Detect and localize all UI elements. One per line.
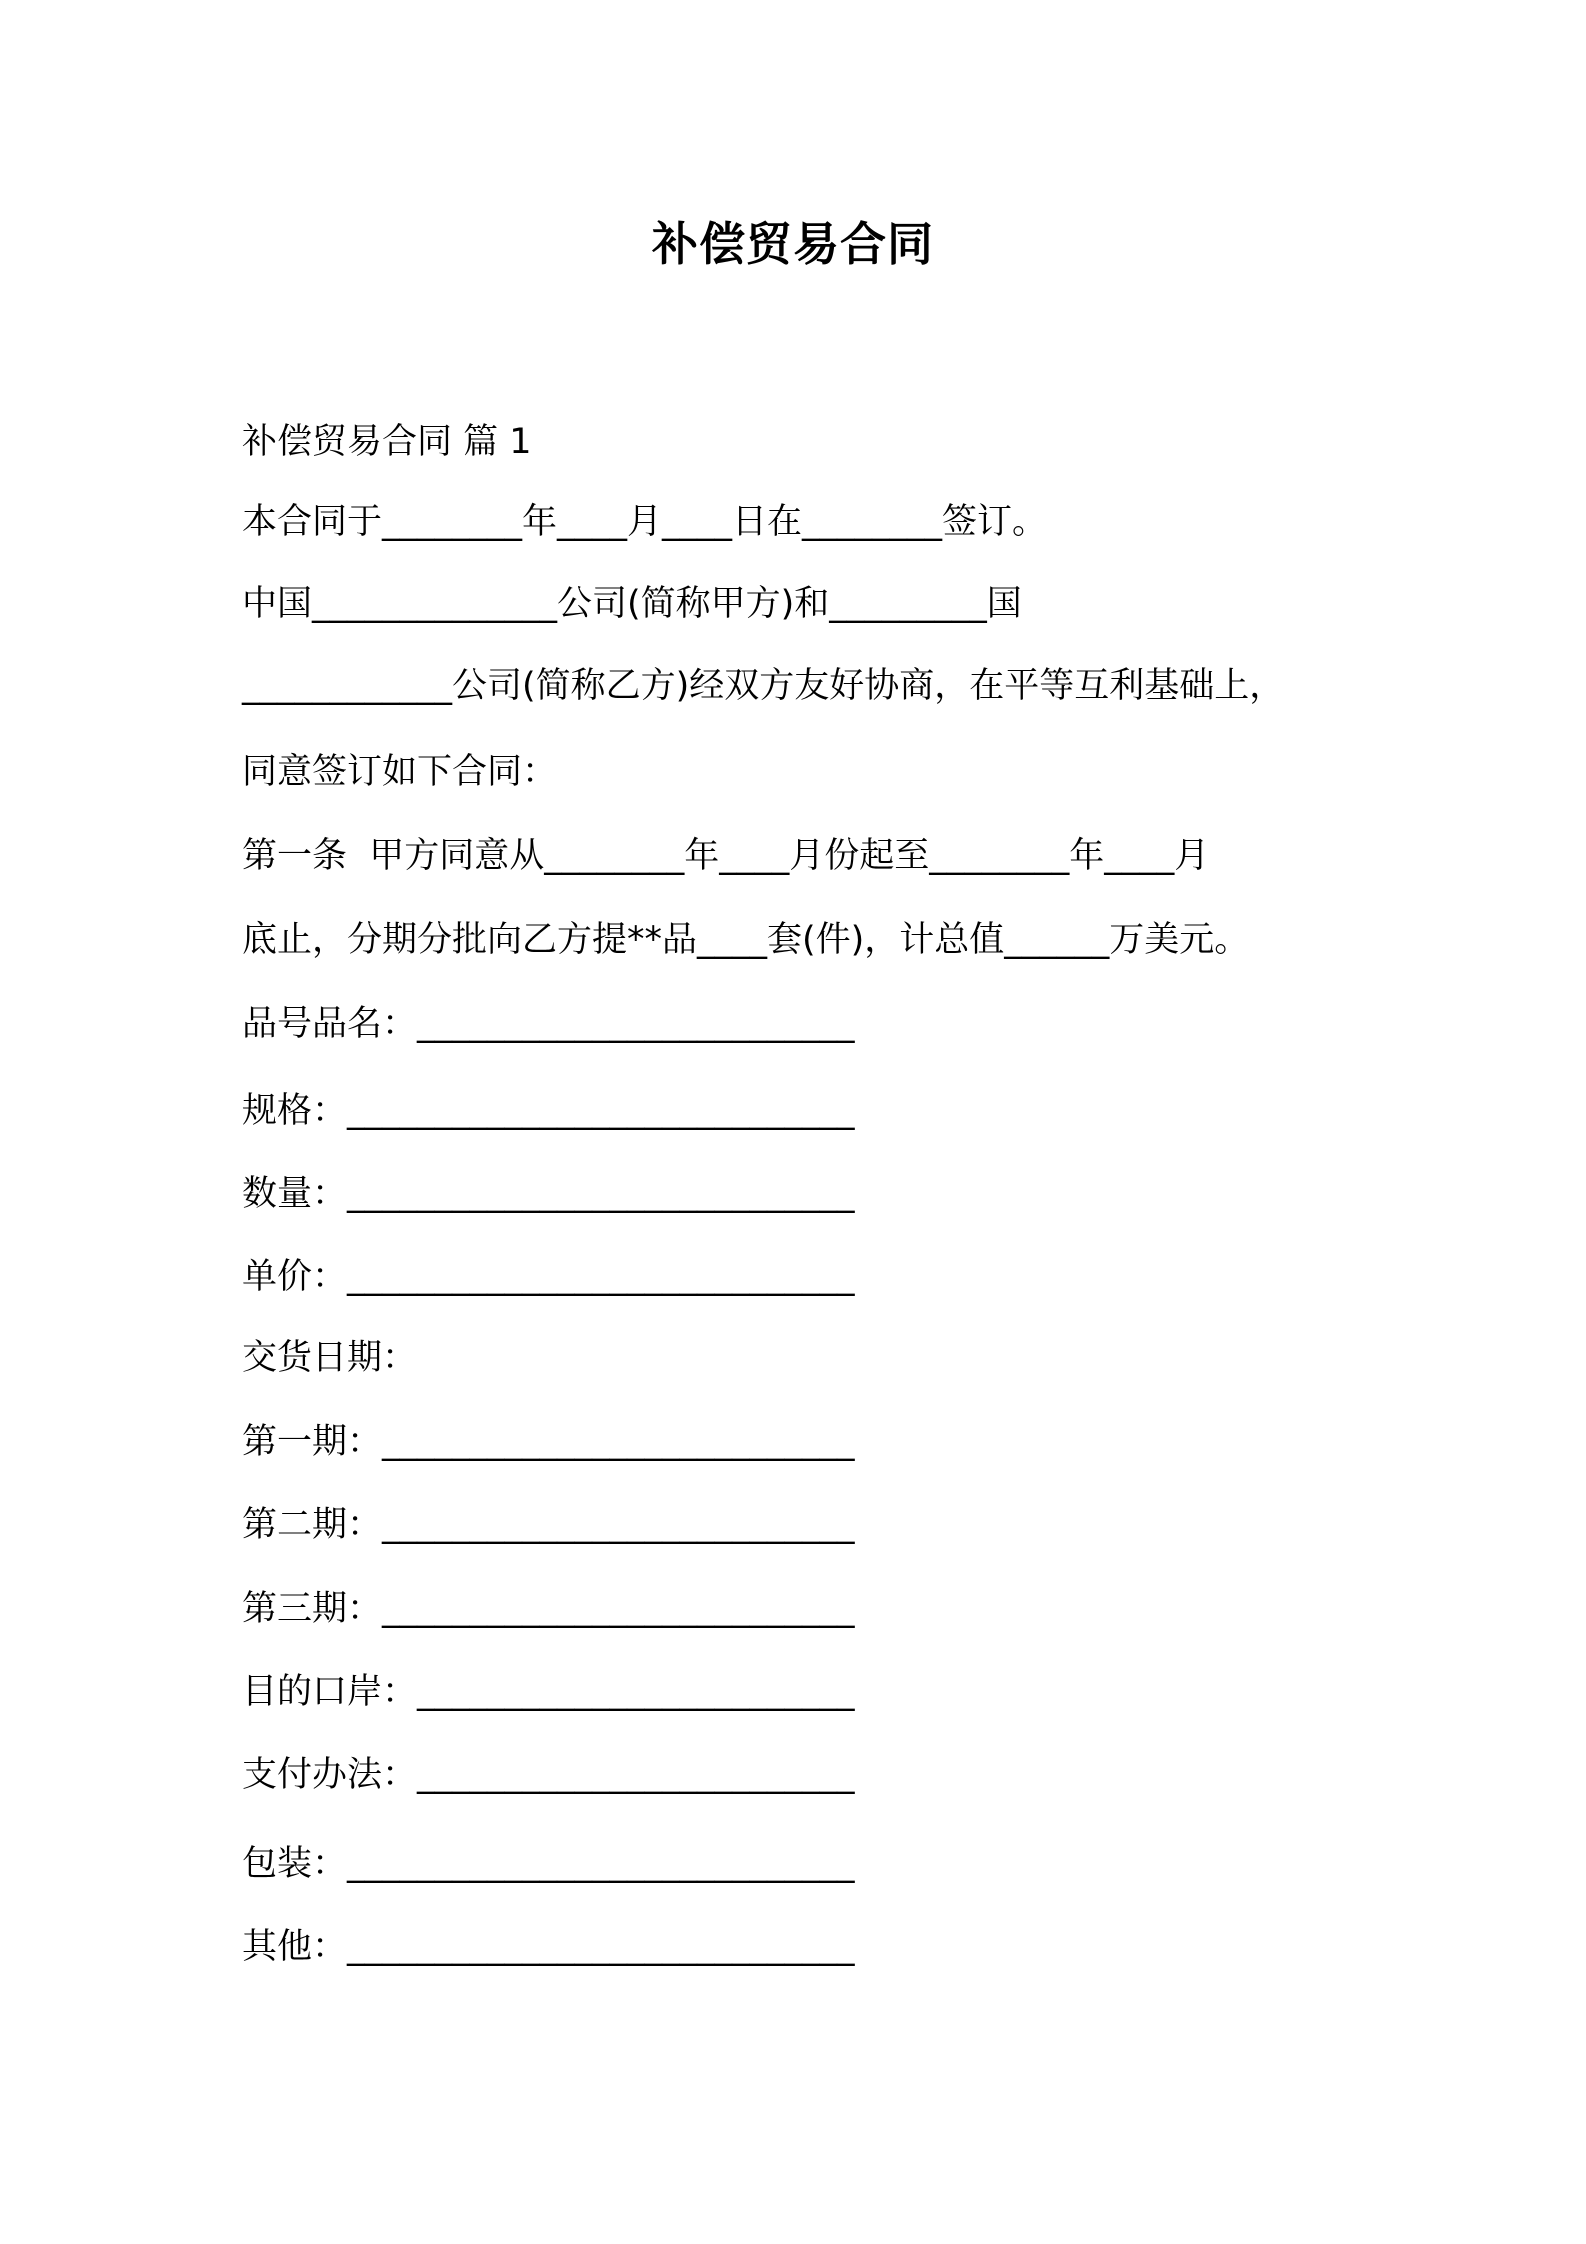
field-specification: 规格：_____________________________	[242, 1091, 855, 1131]
contract-line: ____________公司(简称乙方)经双方友好协商，在平等互利基础上，	[242, 666, 1285, 706]
contract-line: 第一条 甲方同意从________年____月份起至________年____月	[242, 836, 1210, 876]
field-packaging: 包装：_____________________________	[242, 1844, 855, 1884]
field-phase-three: 第三期：___________________________	[242, 1589, 855, 1629]
field-destination-port: 目的口岸：_________________________	[242, 1672, 855, 1712]
field-quantity: 数量：_____________________________	[242, 1174, 855, 1214]
contract-line: 中国______________公司(简称甲方)和_________国	[242, 584, 1022, 624]
section-heading: 补偿贸易合同 篇 1	[242, 422, 532, 462]
field-product-name: 品号品名：_________________________	[242, 1004, 855, 1044]
field-delivery-date: 交货日期：	[242, 1338, 418, 1378]
field-other: 其他：_____________________________	[242, 1927, 855, 1967]
field-phase-two: 第二期：___________________________	[242, 1505, 855, 1545]
field-unit-price: 单价：_____________________________	[242, 1257, 855, 1297]
contract-line: 本合同于________年____月____日在________签订。	[242, 502, 1048, 542]
field-payment-method: 支付办法：_________________________	[242, 1755, 855, 1795]
contract-line: 底止，分期分批向乙方提**品____套(件)，计总值______万美元。	[242, 920, 1250, 960]
field-phase-one: 第一期：___________________________	[242, 1422, 855, 1462]
contract-line: 同意签订如下合同：	[242, 752, 558, 792]
document-title: 补偿贸易合同	[652, 217, 934, 271]
